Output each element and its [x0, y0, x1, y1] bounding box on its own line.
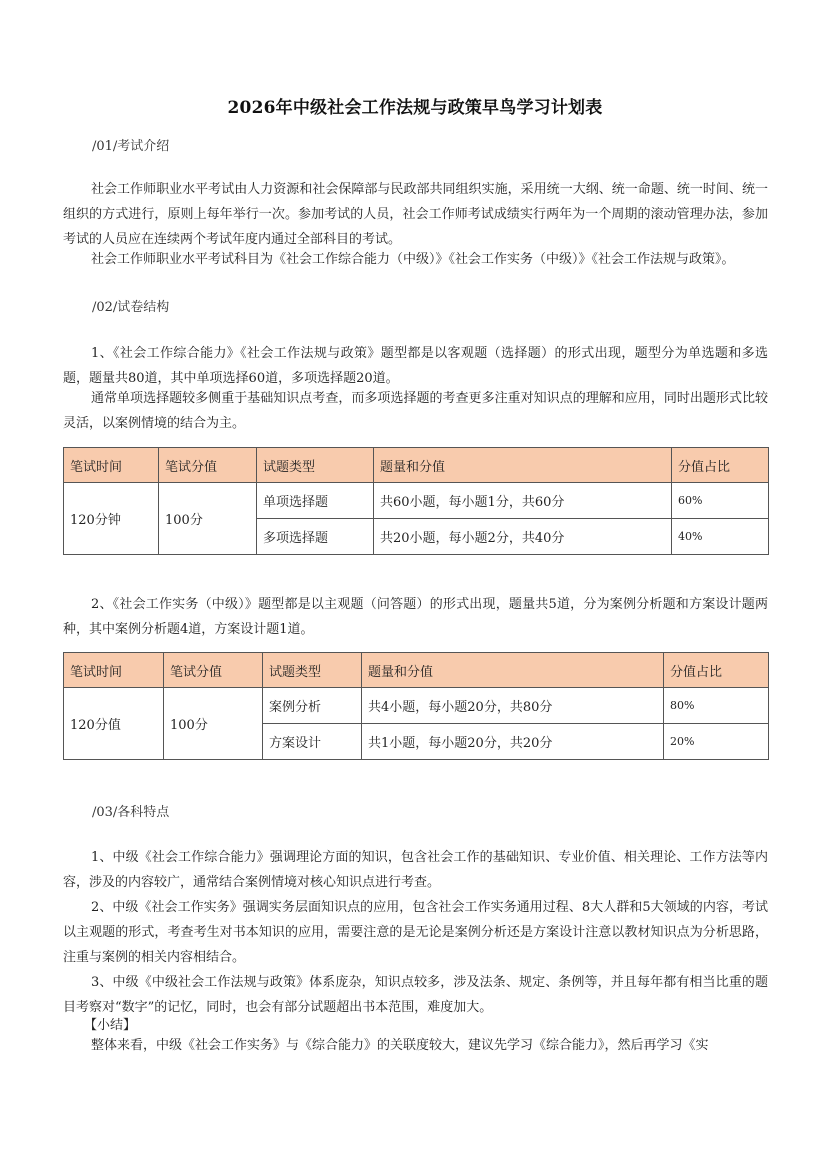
- summary-paragraph: 整体来看，中级《社会工作实务》与《综合能力》的关联度较大，建议先学习《综合能力》，然后再学习《实: [91, 1038, 709, 1053]
- table-row: [64, 483, 769, 519]
- features-paragraph-2: 2、中级《社会工作实务》强调实务层面知识点的应用，包含社会工作实务通用过程、8大人群和5大领域的内容，考试以主观题的形式，考查考生对书本知识的应用，需要注意的是无论是案例分析还是方案设计注意以教材知识点为分析思路，注重与案例的相关内容相结合。: [63, 900, 768, 965]
- table-header-cell: 试题类型: [257, 448, 374, 483]
- table-cell-type: 方案设计: [263, 724, 362, 760]
- table-header-row: [64, 653, 769, 688]
- exam-table-objective: [63, 447, 769, 555]
- table-cell-percent: 60%: [672, 483, 769, 519]
- table-header-cell: 笔试时间: [64, 653, 164, 688]
- exam-table-subjective: [63, 652, 769, 760]
- page-title: 2026年中级社会工作法规与政策早鸟学习计划表: [227, 98, 603, 118]
- intro-paragraph-2: 社会工作师职业水平考试科目为《社会工作综合能力（中级）》《社会工作实务（中级）》《社会工作法规与政策》。: [91, 252, 735, 267]
- table-cell-score: 100分: [164, 688, 263, 760]
- table-cell-detail: 共20小题，每小题2分，共40分: [374, 519, 672, 555]
- table-cell-time: 120分钟: [64, 483, 159, 555]
- table-cell-score: 100分: [159, 483, 257, 555]
- table-cell-percent: 40%: [672, 519, 769, 555]
- table-cell-percent: 20%: [664, 724, 769, 760]
- structure-paragraph-1: 1、《社会工作综合能力》《社会工作法规与政策》题型都是以客观题（选择题）的形式出现，题型分为单选题和多选题，题量共80道，其中单项选择60道，多项选择题20道。: [63, 346, 768, 386]
- section-heading-subject-features: /03/各科特点: [92, 805, 170, 820]
- table-header-cell: 笔试分值: [164, 653, 263, 688]
- table-row: [64, 688, 769, 724]
- table-header-cell: 题量和分值: [374, 448, 672, 483]
- table-cell-percent: 80%: [664, 688, 769, 724]
- summary-label: 【小结】: [84, 1018, 137, 1033]
- table-header-cell: 笔试分值: [159, 448, 257, 483]
- table-cell-type: 案例分析: [263, 688, 362, 724]
- section-heading-paper-structure: /02/试卷结构: [92, 300, 170, 315]
- table-header-cell: 题量和分值: [362, 653, 664, 688]
- table-cell-detail: 共4小题，每小题20分，共80分: [362, 688, 664, 724]
- table-cell-type: 多项选择题: [257, 519, 374, 555]
- intro-paragraph-1: 社会工作师职业水平考试由人力资源和社会保障部与民政部共同组织实施，采用统一大纲、统一命题、统一时间、统一组织的方式进行，原则上每年举行一次。参加考试的人员，社会工作师考试成绩实行两年为一个周期的滚动管理办法，参加考试的人员应在连续两个考试年度内通过全部科目的考试。: [63, 182, 768, 247]
- table-cell-detail: 共60小题，每小题1分，共60分: [374, 483, 672, 519]
- table-header-cell: 分值占比: [672, 448, 769, 483]
- table-header-row: [64, 448, 769, 483]
- table-cell-detail: 共1小题，每小题20分，共20分: [362, 724, 664, 760]
- features-paragraph-1: 1、中级《社会工作综合能力》强调理论方面的知识，包含社会工作的基础知识、专业价值、相关理论、工作方法等内容，涉及的内容较广，通常结合案例情境对核心知识点进行考查。: [63, 850, 768, 890]
- table-cell-type: 单项选择题: [257, 483, 374, 519]
- structure-paragraph-3: 2、《社会工作实务（中级）》题型都是以主观题（问答题）的形式出现，题量共5道，分为案例分析题和方案设计题两种，其中案例分析题4道，方案设计题1道。: [63, 597, 768, 637]
- table-header-cell: 分值占比: [664, 653, 769, 688]
- features-paragraph-3: 3、中级《中级社会工作法规与政策》体系庞杂，知识点较多，涉及法条、规定、条例等，并且每年都有相当比重的题目考察对“数字”的记忆，同时，也会有部分试题超出书本范围，难度加大。: [63, 975, 768, 1015]
- structure-paragraph-2: 通常单项选择题较多侧重于基础知识点考查，而多项选择题的考查更多注重对知识点的理解和应用，同时出题形式比较灵活，以案例情境的结合为主。: [63, 391, 768, 431]
- table-header-cell: 试题类型: [263, 653, 362, 688]
- section-heading-exam-intro: /01/考试介绍: [92, 139, 170, 154]
- table-header-cell: 笔试时间: [64, 448, 159, 483]
- table-cell-time: 120分值: [64, 688, 164, 760]
